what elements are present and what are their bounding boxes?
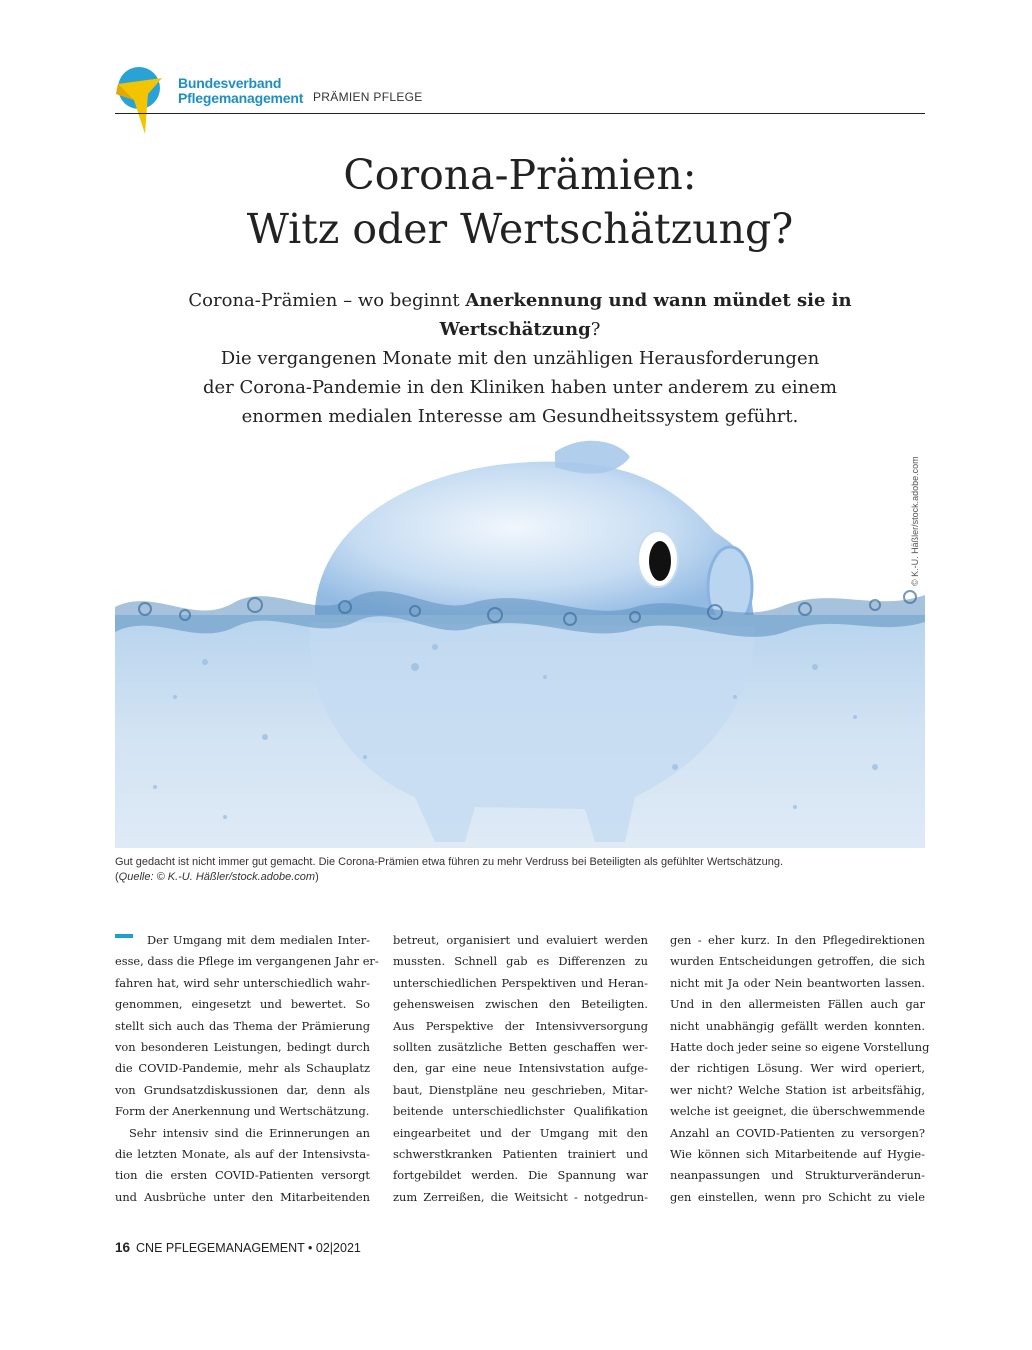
body-line: sollten zusätzliche Betten geschaffen wer- [393,1040,648,1055]
association-name-line1: Bundesverband [178,75,282,91]
lead-emphasis: Anerkennung und wann mündet sie in Wertschätzung [439,290,852,340]
body-line: schwerstkranken Patienten trainiert und [393,1147,648,1162]
lead-line-1 [115,286,925,344]
body-line: gen einstellen, wenn pro Schicht zu viele [670,1189,925,1204]
body-column-3 [670,930,930,1208]
body-line: unterschiedlichen Perspektiven und Heran- [393,975,648,990]
body-line: neanpassungen und Strukturveränderun- [670,1168,925,1183]
caption-source-open: ( [115,871,119,883]
page-footer [115,1240,361,1255]
caption-source [115,870,925,885]
body-line: von Grundsatzdiskussionen dar, denn als [115,1082,370,1097]
lead-line-1-start: Corona-Prämien – wo beginnt [188,290,466,311]
body-line: mussten. Schnell gab es Differenzen zu [393,954,648,969]
body-line: wurden Entscheidungen getroffen, die sich [670,954,925,969]
piggy-bank-photo [115,437,925,848]
body-line: Form der Anerkennung und Wertschätzung. [115,1104,370,1119]
body-line: Und in den allermeisten Fällen auch gar [670,997,925,1012]
lead-line-3: der Corona-Pandemie in den Kliniken haben unter anderem zu einem [203,377,837,398]
caption-source-close: ) [315,871,319,883]
photo-credit [909,446,923,586]
title-line-1: Corona-Prämien: [343,151,697,199]
lead-line-4: enormen medialen Interesse am Gesundheitssystem geführt. [241,406,799,427]
title-line-2: Witz oder Wertschätzung? [246,205,794,253]
photo-credit-text: © K.-U. Häßler/stock.adobe.com [910,456,920,586]
body-line: die COVID-Pandemie, mehr als Schauplatz [115,1061,370,1076]
caption-text: Gut gedacht ist nicht immer gut gemacht. Die Corona-Prämien etwa führen zu mehr Verdruss bei Beteiligten als gefühlter Wertschätzung. [115,856,784,868]
header-rule [115,113,925,114]
lead-line-1-end: ? [590,319,601,340]
section-label: PRÄMIEN PFLEGE [313,90,423,104]
body-line: gen - eher kurz. In den Pflegedirektionen [670,933,925,947]
lead-line-2: Die vergangenen Monate mit den unzähligen Herausforderungen [220,348,820,369]
body-line: Anzahl an COVID-Patienten zu versorgen? [670,1125,925,1140]
body-line: stellt sich auch das Thema der Prämierung [115,1018,370,1033]
body-line: Sehr intensiv sind die Erinnerungen an [129,1125,370,1140]
body-line: fortgebildet werden. Die Spannung war [393,1168,648,1183]
body-line: tion die ersten COVID-Patienten versorgt [115,1168,370,1183]
body-line: und Ausbrüche unter den Mitarbeitenden [115,1189,370,1204]
body-line: genommen, eingesetzt und bewertet. So [115,997,370,1012]
association-logo [112,64,168,134]
body-line: die letzten Monate, als auf der Intensivsta- [115,1147,370,1162]
body-line: Der Umgang mit dem medialen Inter- [147,933,370,947]
body-column-1 [115,930,379,1208]
body-line: zum Zerreißen, die Weitsicht - notgedrun- [393,1189,648,1204]
body-column-2 [393,930,648,1208]
lead-paragraph [115,286,925,431]
body-line: der richtigen Lösung. Wer wird operiert, [670,1061,925,1076]
body-line: baut, Dienstpläne neu geschrieben, Mitar- [393,1082,648,1097]
body-line: Hatte doch jeder seine so eigene Vorstellung [670,1040,930,1055]
body-line: betreut, organisiert und evaluiert werden [393,933,648,947]
page-number: 16 [115,1240,131,1255]
association-name [178,76,303,106]
body-line: gehensweisen zwischen den Beteiligten. [393,997,648,1012]
article-title [115,148,925,256]
body-line: Aus Perspektive der Intensivversorgung [393,1018,648,1033]
body-line: nicht mit Ja oder Nein beantworten lassen. [670,975,925,990]
body-line: nicht unabhängig gefällt werden konnten. [670,1018,925,1033]
publication-info: CNE PFLEGEMANAGEMENT • 02|2021 [136,1241,361,1255]
body-line: welche ist geeignet, die überschwemmende [670,1104,925,1119]
caption-source-text: Quelle: © K.-U. Häßler/stock.adobe.com [118,871,316,883]
body-line: wer nicht? Welche Station ist arbeitsfähig, [670,1082,925,1097]
body-line: fahren hat, wird sehr unterschiedlich wahr- [115,975,370,990]
figure-caption [115,855,925,885]
association-name-line2: Pflegemanagement [178,90,304,106]
body-line: esse, dass die Pflege im vergangenen Jahr er- [115,954,379,969]
body-line: beitende unterschiedlichster Qualifikation [393,1104,648,1119]
body-line: von besonderen Leistungen, bedingt durch [115,1040,370,1055]
body-line: eingearbeitet und der Umgang mit den [393,1125,648,1140]
body-line: den, gar eine neue Intensivstation aufge- [393,1061,648,1076]
body-line: Wie können sich Mitarbeitende auf Hygie- [670,1147,925,1162]
